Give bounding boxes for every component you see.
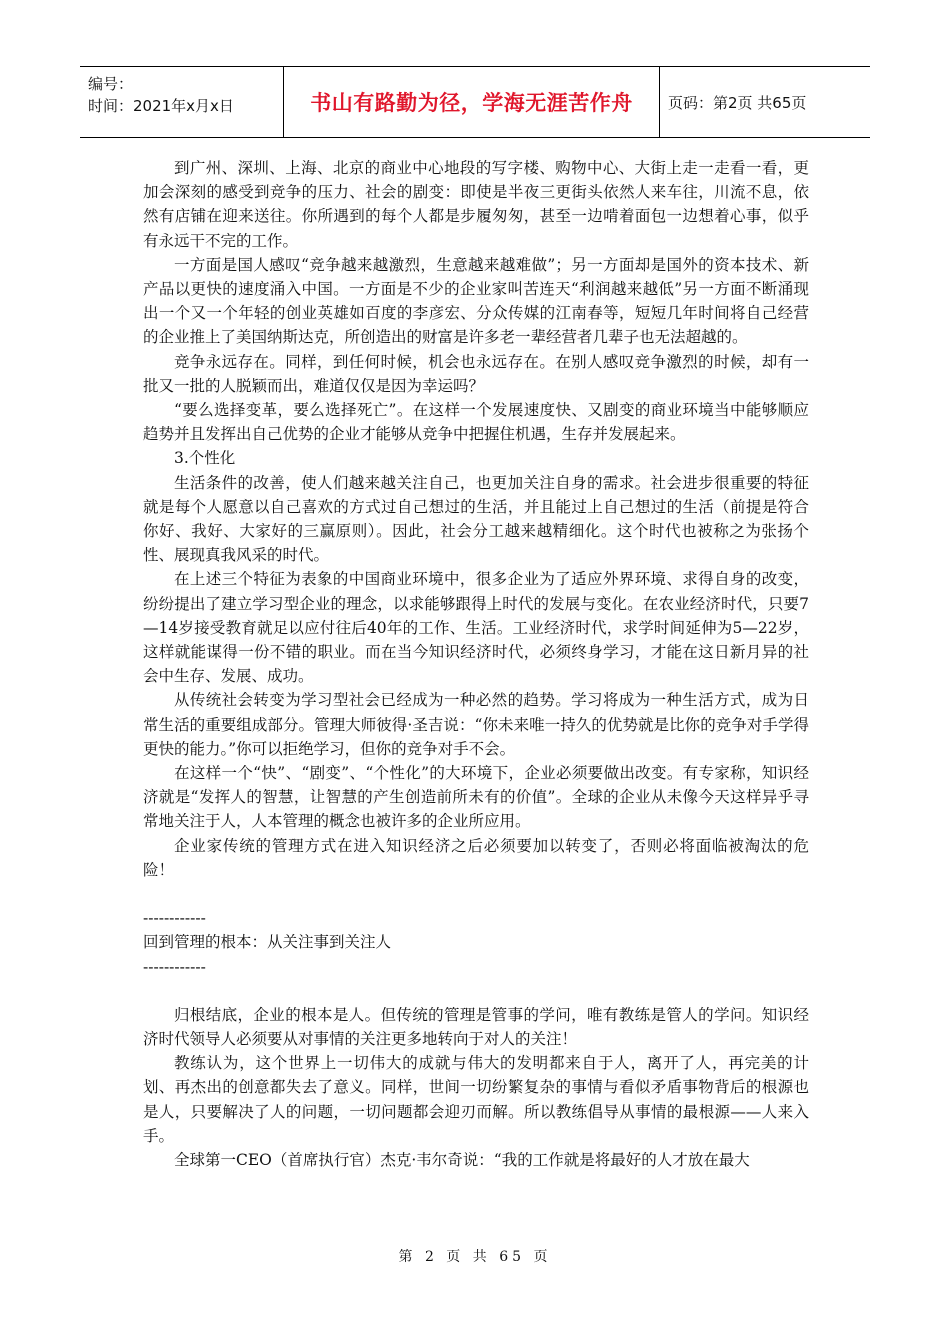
section-title: 回到管理的根本：从关注事到关注人 [143, 933, 392, 952]
page-header [80, 66, 870, 138]
document-number-label: 编号： [88, 75, 134, 93]
paragraph: 教练认为，这个世界上一切伟大的成就与伟大的发明都来自于人，离开了人，再完美的计划、再杰出的创意都失去了意义。同样，世间一切纷繁复杂的事情与看似矛盾事物背后的根源也是人，只要解决了人的问题，一切问题都会迎刃而解。所以教练倡导从事情的最根源——人来入手。 [143, 1054, 809, 1145]
header-meta [80, 67, 284, 137]
paragraph: 一方面是国人感叹“竞争越来越激烈，生意越来越难做”；另一方面却是国外的资本技术、新产品以更快的速度涌入中国。一方面是不少的企业家叫苦连天“利润越来越低”另一方面不断涌现出一个又一个年轻的创业英雄如百度的李彦宏、分众传媒的江南春等，短短几年时间将自己经营的企业推上了美国纳斯达克，所创造出的财富是许多老一辈经营者几辈子也无法超越的。 [143, 255, 809, 347]
paragraph: 在这样一个“快”、“剧变”、“个性化”的大环境下，企业必须要做出改变。有专家称，知识经济就是“发挥人的智慧，让智慧的产生创造前所未有的价值”。全球的企业从未像今天这样异乎寻常地关注于人，人本管理的概念也被许多的企业所应用。 [143, 764, 809, 831]
section-divider-bottom: ------------ [143, 957, 206, 976]
paragraph: 从传统社会转变为学习型社会已经成为一种必然的趋势。学习将成为一种生活方式，成为日常生活的重要组成部分。管理大师彼得·圣吉说：“你未来唯一持久的优势就是比你的竞争对手学得更快的能力。”你可以拒绝学习，但你的竞争对手不会。 [143, 691, 809, 758]
paragraph: 全球第一CEO（首席执行官）杰克·韦尔奇说：“我的工作就是将最好的人才放在最大 [174, 1150, 750, 1169]
paragraph: 竞争永远存在。同样，到任何时候，机会也永远存在。在别人感叹竞争激烈的时候，却有一批又一批的人脱颖而出，难道仅仅是因为幸运吗？ [143, 352, 809, 395]
section-divider-top: ------------ [143, 909, 206, 928]
paragraph: 企业家传统的管理方式在进入知识经济之后必须要加以转变了，否则必将面临被淘汰的危险！ [143, 836, 809, 879]
header-page-info: 页码：第2页 共65页 [668, 93, 807, 112]
document-body [143, 156, 809, 1172]
document-date: 时间：2021年x月x日 [88, 97, 234, 115]
paragraph: “要么选择变革，要么选择死亡”。在这样一个发展速度快、又剧变的商业环境当中能够顺应趋势并且发挥出自己优势的企业才能够从竞争中把握住机遇，生存并发展起来。 [143, 401, 809, 444]
paragraph: 到广州、深圳、上海、北京的商业中心地段的写字楼、购物中心、大街上走一走看一看，更加会深刻的感受到竞争的压力、社会的剧变：即使是半夜三更街头依然人来车往，川流不息，依然有店铺在迎来送往。你所遇到的每个人都是步履匆匆，甚至一边啃着面包一边想着心事，似乎有永远干不完的工作。 [143, 159, 809, 250]
paragraph: 归根结底，企业的根本是人。但传统的管理是管事的学问，唯有教练是管人的学问。知识经济时代领导人必须要从对事情的关注更多地转向于对人的关注！ [143, 1005, 809, 1048]
paragraph: 在上述三个特征为表象的中国商业环境中，很多企业为了适应外界环境、求得自身的改变，纷纷提出了建立学习型企业的理念，以求能够跟得上时代的发展与变化。在农业经济时代，只要7—14岁接受教育就足以应付往后40年的工作、生活。工业经济时代，求学时间延伸为5—22岁，这样就能谋得一份不错的职业。而在当今知识经济时代，必须终身学习，才能在这日新月异的社会中生存、发展、成功。 [143, 570, 809, 686]
subheading: 3.个性化 [174, 449, 236, 468]
header-motto: 书山有路勤为径，学海无涯苦作舟 [284, 67, 660, 137]
paragraph: 生活条件的改善，使人们越来越关注自己，也更加关注自身的需求。社会进步很重要的特征就是每个人愿意以自己喜欢的方式过自己想过的生活，并且能过上自己想过的生活（前提是符合你好、我好、大家好的三赢原则）。因此，社会分工越来越精细化。这个时代也被称之为张扬个性、展现真我风采的时代。 [143, 473, 809, 565]
page-footer: 第 2 页 共 65 页 [398, 1249, 552, 1265]
